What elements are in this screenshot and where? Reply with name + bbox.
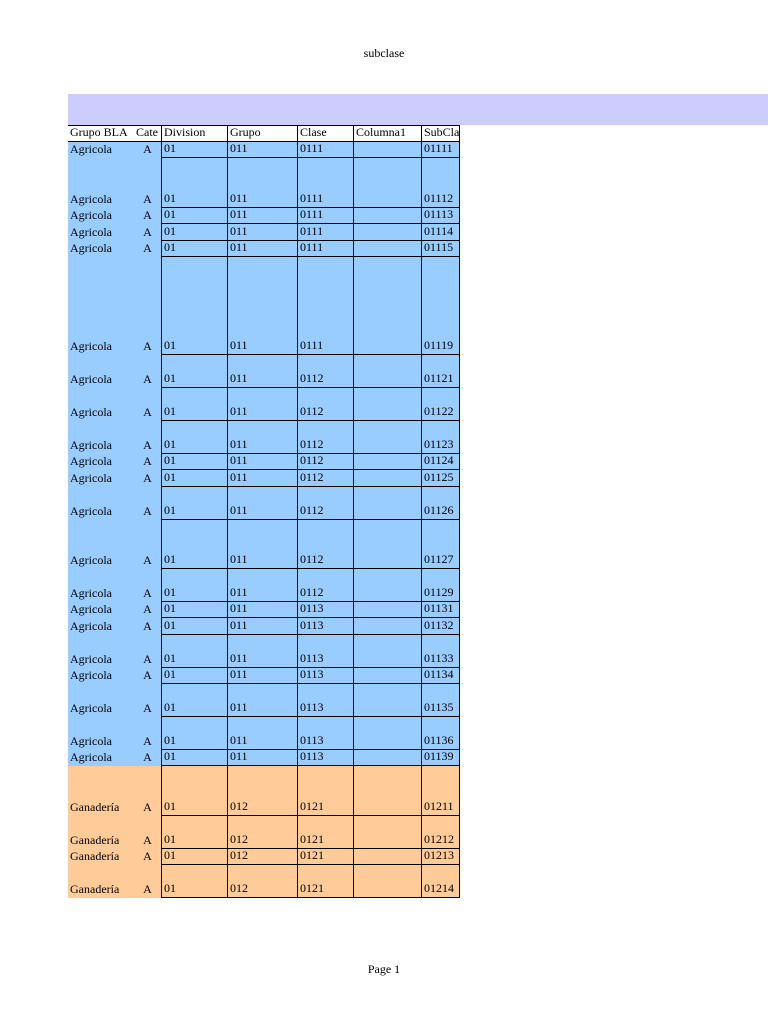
row-subclase: 01115: [421, 241, 460, 257]
table-row: [68, 816, 460, 849]
table-row: [68, 520, 460, 569]
row-division: 01: [161, 849, 227, 865]
row-division: 01: [161, 684, 227, 717]
row-division: 01: [161, 487, 227, 520]
table-row: [68, 487, 460, 520]
row-grupo-bla: Agricola: [68, 241, 134, 257]
row-grupo: 011: [227, 618, 297, 635]
table-row: [68, 257, 460, 355]
row-clase: 0112: [297, 421, 353, 454]
row-categoria: A: [134, 142, 161, 158]
table-row: [68, 668, 460, 684]
row-grupo-bla: Agricola: [68, 388, 134, 421]
row-clase: 0113: [297, 602, 353, 618]
row-subclase: 01113: [421, 208, 460, 224]
row-grupo-bla: Ganadería: [68, 865, 134, 898]
row-division: 01: [161, 750, 227, 766]
table-row: [68, 224, 460, 241]
row-subclase: 01119: [421, 257, 460, 355]
row-grupo: 011: [227, 684, 297, 717]
row-division: 01: [161, 865, 227, 898]
table-row: [68, 142, 460, 158]
table-row: [68, 849, 460, 865]
row-subclase: 01135: [421, 684, 460, 717]
row-categoria: A: [134, 618, 161, 635]
row-categoria: A: [134, 487, 161, 520]
table-row: [68, 569, 460, 602]
row-columna1: [353, 142, 421, 158]
row-division: 01: [161, 602, 227, 618]
row-columna1: [353, 668, 421, 684]
row-categoria: A: [134, 454, 161, 470]
row-categoria: A: [134, 766, 161, 816]
row-clase: 0113: [297, 750, 353, 766]
row-grupo: 011: [227, 750, 297, 766]
row-clase: 0121: [297, 849, 353, 865]
row-columna1: [353, 766, 421, 816]
row-subclase: 01134: [421, 668, 460, 684]
row-categoria: A: [134, 470, 161, 487]
row-clase: 0113: [297, 717, 353, 750]
row-clase: 0112: [297, 487, 353, 520]
row-grupo-bla: Agricola: [68, 684, 134, 717]
table-row: [68, 355, 460, 388]
row-categoria: A: [134, 635, 161, 668]
row-categoria: A: [134, 224, 161, 241]
spreadsheet-table: [68, 125, 460, 898]
row-division: 01: [161, 142, 227, 158]
row-columna1: [353, 865, 421, 898]
table-row: [68, 635, 460, 668]
row-subclase: 01126: [421, 487, 460, 520]
table-row: [68, 717, 460, 750]
row-categoria: A: [134, 421, 161, 454]
row-categoria: A: [134, 158, 161, 208]
table-row: [68, 750, 460, 766]
row-division: 01: [161, 520, 227, 569]
row-columna1: [353, 717, 421, 750]
row-clase: 0121: [297, 766, 353, 816]
row-clase: 0111: [297, 224, 353, 241]
row-grupo-bla: Ganadería: [68, 816, 134, 849]
row-grupo: 011: [227, 158, 297, 208]
row-grupo: 011: [227, 520, 297, 569]
row-clase: 0113: [297, 635, 353, 668]
row-division: 01: [161, 816, 227, 849]
row-clase: 0113: [297, 618, 353, 635]
row-subclase: 01211: [421, 766, 460, 816]
table-row: [68, 470, 460, 487]
row-columna1: [353, 257, 421, 355]
row-clase: 0111: [297, 257, 353, 355]
row-clase: 0113: [297, 684, 353, 717]
row-clase: 0112: [297, 569, 353, 602]
row-grupo-bla: Agricola: [68, 208, 134, 224]
row-grupo-bla: Agricola: [68, 487, 134, 520]
row-division: 01: [161, 454, 227, 470]
row-categoria: A: [134, 668, 161, 684]
row-clase: 0113: [297, 668, 353, 684]
row-division: 01: [161, 388, 227, 421]
row-columna1: [353, 520, 421, 569]
row-categoria: A: [134, 208, 161, 224]
row-clase: 0121: [297, 816, 353, 849]
row-grupo: 011: [227, 635, 297, 668]
row-clase: 0111: [297, 158, 353, 208]
row-grupo: 011: [227, 208, 297, 224]
row-columna1: [353, 635, 421, 668]
row-grupo-bla: Ganadería: [68, 766, 134, 816]
header-categoria: Cate: [134, 125, 161, 142]
row-clase: 0112: [297, 355, 353, 388]
row-grupo: 011: [227, 717, 297, 750]
row-categoria: A: [134, 816, 161, 849]
row-subclase: 01114: [421, 224, 460, 241]
table-row: [68, 241, 460, 257]
row-grupo: 011: [227, 470, 297, 487]
table-body: [68, 142, 460, 898]
row-subclase: 01129: [421, 569, 460, 602]
row-grupo-bla: Agricola: [68, 717, 134, 750]
row-division: 01: [161, 257, 227, 355]
row-grupo: 012: [227, 766, 297, 816]
row-grupo-bla: Agricola: [68, 355, 134, 388]
row-subclase: 01133: [421, 635, 460, 668]
row-categoria: A: [134, 520, 161, 569]
row-grupo: 011: [227, 668, 297, 684]
table-row: [68, 684, 460, 717]
row-subclase: 01212: [421, 816, 460, 849]
row-columna1: [353, 355, 421, 388]
row-grupo: 011: [227, 602, 297, 618]
row-categoria: A: [134, 257, 161, 355]
row-grupo: 011: [227, 421, 297, 454]
header-subclase: SubCla: [421, 125, 460, 142]
row-categoria: A: [134, 684, 161, 717]
row-columna1: [353, 454, 421, 470]
header-grupo: Grupo: [227, 125, 297, 142]
row-subclase: 01213: [421, 849, 460, 865]
row-grupo-bla: Ganadería: [68, 849, 134, 865]
row-grupo-bla: Agricola: [68, 421, 134, 454]
row-clase: 0121: [297, 865, 353, 898]
row-division: 01: [161, 635, 227, 668]
row-categoria: A: [134, 750, 161, 766]
header-row: [68, 125, 460, 142]
page-title: subclase: [363, 46, 405, 60]
row-grupo: 012: [227, 816, 297, 849]
row-grupo-bla: Agricola: [68, 470, 134, 487]
row-grupo: 012: [227, 849, 297, 865]
row-division: 01: [161, 569, 227, 602]
row-subclase: 01124: [421, 454, 460, 470]
page-footer: Page 1: [367, 962, 401, 976]
table-row: [68, 454, 460, 470]
row-subclase: 01214: [421, 865, 460, 898]
row-columna1: [353, 750, 421, 766]
row-grupo: 011: [227, 257, 297, 355]
row-subclase: 01127: [421, 520, 460, 569]
row-grupo: 011: [227, 142, 297, 158]
row-columna1: [353, 470, 421, 487]
row-columna1: [353, 849, 421, 865]
row-subclase: 01125: [421, 470, 460, 487]
row-division: 01: [161, 158, 227, 208]
row-grupo: 011: [227, 569, 297, 602]
row-grupo-bla: Agricola: [68, 142, 134, 158]
row-categoria: A: [134, 388, 161, 421]
row-clase: 0111: [297, 208, 353, 224]
row-grupo-bla: Agricola: [68, 569, 134, 602]
row-grupo: 011: [227, 355, 297, 388]
row-columna1: [353, 487, 421, 520]
row-categoria: A: [134, 355, 161, 388]
row-columna1: [353, 158, 421, 208]
row-clase: 0112: [297, 520, 353, 569]
row-categoria: A: [134, 602, 161, 618]
row-subclase: 01139: [421, 750, 460, 766]
row-subclase: 01112: [421, 158, 460, 208]
row-grupo-bla: Agricola: [68, 257, 134, 355]
row-division: 01: [161, 355, 227, 388]
row-grupo-bla: Agricola: [68, 158, 134, 208]
row-division: 01: [161, 224, 227, 241]
row-division: 01: [161, 241, 227, 257]
row-categoria: A: [134, 849, 161, 865]
row-subclase: 01132: [421, 618, 460, 635]
table-row: [68, 618, 460, 635]
row-subclase: 01121: [421, 355, 460, 388]
row-subclase: 01123: [421, 421, 460, 454]
row-columna1: [353, 618, 421, 635]
row-categoria: A: [134, 717, 161, 750]
row-subclase: 01111: [421, 142, 460, 158]
row-division: 01: [161, 668, 227, 684]
row-grupo-bla: Agricola: [68, 668, 134, 684]
row-division: 01: [161, 618, 227, 635]
table-row: [68, 602, 460, 618]
row-subclase: 01136: [421, 717, 460, 750]
title-band: [68, 94, 768, 125]
row-division: 01: [161, 717, 227, 750]
row-clase: 0112: [297, 454, 353, 470]
row-grupo-bla: Agricola: [68, 224, 134, 241]
table-row: [68, 865, 460, 898]
row-subclase: 01131: [421, 602, 460, 618]
row-columna1: [353, 816, 421, 849]
row-grupo: 011: [227, 224, 297, 241]
row-grupo: 011: [227, 454, 297, 470]
table-row: [68, 208, 460, 224]
table-row: [68, 421, 460, 454]
row-grupo: 011: [227, 241, 297, 257]
table-row: [68, 388, 460, 421]
row-columna1: [353, 241, 421, 257]
row-columna1: [353, 224, 421, 241]
row-grupo: 012: [227, 865, 297, 898]
row-grupo-bla: Agricola: [68, 520, 134, 569]
header-clase: Clase: [297, 125, 353, 142]
row-division: 01: [161, 208, 227, 224]
row-columna1: [353, 208, 421, 224]
row-grupo-bla: Agricola: [68, 618, 134, 635]
header-columna1: Columna1: [353, 125, 421, 142]
row-columna1: [353, 388, 421, 421]
table-row: [68, 158, 460, 208]
row-columna1: [353, 602, 421, 618]
row-columna1: [353, 569, 421, 602]
header-division: Division: [161, 125, 227, 142]
row-categoria: A: [134, 569, 161, 602]
row-categoria: A: [134, 865, 161, 898]
header-grupo-bla: Grupo BLA: [68, 125, 134, 142]
row-columna1: [353, 421, 421, 454]
row-grupo-bla: Agricola: [68, 602, 134, 618]
row-subclase: 01122: [421, 388, 460, 421]
row-division: 01: [161, 766, 227, 816]
row-grupo-bla: Agricola: [68, 454, 134, 470]
row-grupo: 011: [227, 388, 297, 421]
row-division: 01: [161, 421, 227, 454]
table-row: [68, 766, 460, 816]
row-clase: 0111: [297, 241, 353, 257]
row-categoria: A: [134, 241, 161, 257]
row-grupo-bla: Agricola: [68, 635, 134, 668]
row-clase: 0112: [297, 470, 353, 487]
row-division: 01: [161, 470, 227, 487]
row-columna1: [353, 684, 421, 717]
row-grupo: 011: [227, 487, 297, 520]
row-grupo-bla: Agricola: [68, 750, 134, 766]
row-clase: 0112: [297, 388, 353, 421]
row-clase: 0111: [297, 142, 353, 158]
